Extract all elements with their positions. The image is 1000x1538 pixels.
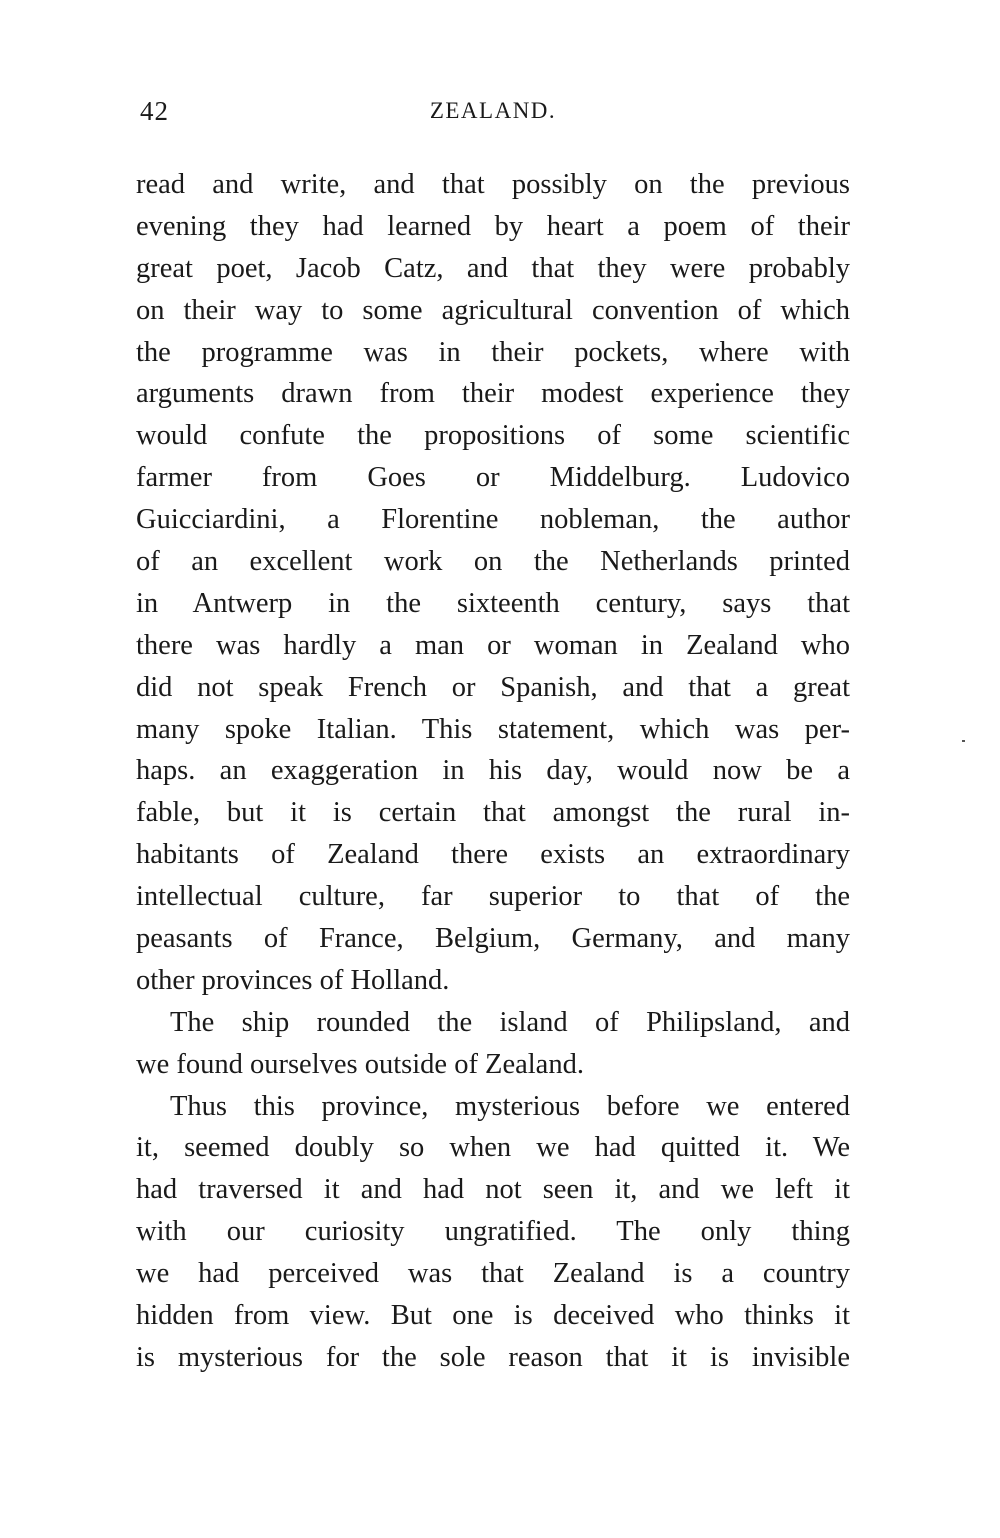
text-line: we found ourselves outside of Zealand. (136, 1048, 584, 1080)
text-line: on their way to some agricultural convention of which (136, 294, 850, 326)
text-line: Guicciardini, a Florentine nobleman, the author (136, 504, 850, 536)
text-line: arguments drawn from their modest experience they (136, 378, 850, 410)
text-line: habitants of Zealand there exists an extraordinary (136, 839, 850, 871)
text-line: did not speak French or Spanish, and that a great (136, 671, 850, 703)
text-line: haps. an exaggeration in his day, would now be a (136, 755, 850, 787)
body-text (136, 164, 850, 1379)
text-line: many spoke Italian. This statement, which was per- (136, 713, 850, 745)
text-line: would confute the propositions of some scientific (136, 420, 850, 452)
text-line: hidden from view. But one is deceived who thinks it (136, 1300, 850, 1332)
text-line: Thus this province, mysterious before we entered (170, 1090, 850, 1122)
text-line: we had perceived was that Zealand is a country (136, 1258, 850, 1290)
text-line: The ship rounded the island of Philipsland, and (170, 1006, 850, 1038)
text-line: farmer from Goes or Middelburg. Ludovico (136, 462, 850, 494)
text-line: intellectual culture, far superior to that of the (136, 881, 850, 913)
text-line: peasants of France, Belgium, Germany, and many (136, 923, 850, 955)
text-line: in Antwerp in the sixteenth century, says that (136, 587, 850, 619)
running-head (136, 96, 850, 132)
text-line: there was hardly a man or woman in Zealand who (136, 629, 850, 661)
text-line: read and write, and that possibly on the previous (136, 169, 850, 200)
text-line: with our curiosity ungratified. The only thing (136, 1216, 850, 1248)
text-line: is mysterious for the sole reason that it is invisible (136, 1341, 850, 1373)
text-line: great poet, Jacob Catz, and that they were probably (136, 252, 850, 284)
text-line: had traversed it and had not seen it, and we left it (136, 1174, 850, 1206)
text-line: evening they had learned by heart a poem of their (136, 210, 850, 242)
page-number: 42 (140, 96, 169, 126)
text-line: other provinces of Holland. (136, 964, 450, 996)
running-title: ZEALAND. (429, 98, 557, 123)
text-line: of an excellent work on the Netherlands printed (136, 546, 850, 578)
text-line: it, seemed doubly so when we had quitted it. We (136, 1132, 850, 1164)
print-speck (962, 740, 965, 742)
text-line: fable, but it is certain that amongst the rural in- (136, 797, 850, 829)
text-line: the programme was in their pockets, where with (136, 336, 850, 368)
